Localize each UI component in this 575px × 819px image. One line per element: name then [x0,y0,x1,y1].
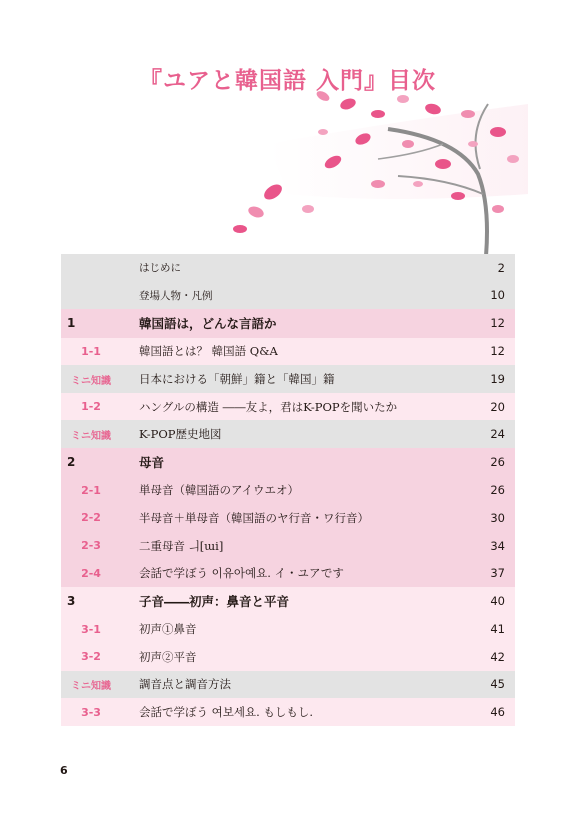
toc-label: 二重母音 ㅢ[ɯi] [139,538,224,553]
page-title: 『ユアと韓国語 入門』目次 [138,68,436,94]
toc-page: 41 [490,622,505,637]
toc-label: 会話で学ぼう 이유아예요. イ・ユアです [139,566,344,581]
toc-label: 会話で学ぼう 여보세요. もしもし. [139,705,314,720]
toc-number: 3-3 [81,705,101,719]
page-number: 6 [60,764,68,777]
toc-row [61,393,515,421]
toc-row [61,587,515,616]
toc-label: 半母音＋単母音（韓国語のヤ行音・ワ行音） [139,510,369,525]
toc-number: 2-2 [81,511,101,525]
toc-page: 30 [490,510,505,525]
toc-label: 初声②平音 [139,649,197,664]
toc-number: 3-2 [81,650,101,664]
toc-number: 2-1 [81,483,101,497]
toc-label: ハングルの構造 ――友よ，君はK-POPを聞いたか [139,399,398,414]
toc-page: 26 [490,455,505,470]
toc-number [61,282,121,310]
cherry-blossom-illustration [228,84,528,256]
toc-row [61,532,515,560]
toc-label: はじめに [139,262,181,275]
toc-row [61,254,515,282]
toc-page: 37 [490,566,505,581]
toc-page: 20 [490,399,505,414]
toc-row [61,504,515,532]
table-of-contents [61,254,515,726]
toc-number: ミニ知識 [71,375,111,387]
toc-row [61,615,515,643]
toc-row [61,309,515,338]
toc-number: 3 [67,594,76,609]
toc-row [61,698,515,726]
toc-number: 1-1 [81,344,101,358]
toc-label: 初声①鼻音 [139,622,197,637]
toc-page: 34 [490,538,505,553]
toc-number: ミニ知識 [71,680,111,692]
toc-row [61,338,515,366]
toc-number: 3-1 [81,622,101,636]
toc-page: 12 [490,316,505,331]
toc-number [61,254,121,282]
toc-label: 母音 [139,455,165,471]
toc-page: 19 [490,372,505,387]
toc-row [61,365,515,393]
toc-page: 10 [490,288,505,303]
toc-page: 42 [490,649,505,664]
toc-row [61,643,515,671]
toc-label: 登場人物・凡例 [139,289,213,302]
toc-number: 1-2 [81,400,101,414]
toc-row [61,559,515,587]
toc-row [61,282,515,310]
toc-label: 単母音（韓国語のアイウエオ） [139,483,299,498]
toc-number: 2-4 [81,566,101,580]
toc-number: 2 [67,455,76,470]
toc-row [61,448,515,477]
toc-number: 1 [67,316,76,331]
toc-page: 45 [490,677,505,692]
toc-page: 46 [490,705,505,720]
toc-page: 12 [490,344,505,359]
toc-number: 2-3 [81,539,101,553]
toc-row [61,477,515,505]
toc-row [61,420,515,448]
toc-label: 子音――初声：鼻音と平音 [139,594,290,610]
toc-page: 26 [490,483,505,498]
toc-page: 2 [497,260,505,275]
toc-label: 韓国語とは？ 韓国語 Q&A [139,344,278,359]
toc-label: K-POP歴史地図 [139,427,222,442]
toc-label: 調音点と調音方法 [139,677,231,692]
toc-label: 日本における「朝鮮」籍と「韓国」籍 [139,372,335,387]
toc-number: ミニ知識 [71,430,111,442]
toc-label: 韓国語は，どんな言語か [139,316,277,332]
toc-row [61,671,515,699]
toc-page: 24 [490,427,505,442]
toc-page: 40 [490,594,505,609]
